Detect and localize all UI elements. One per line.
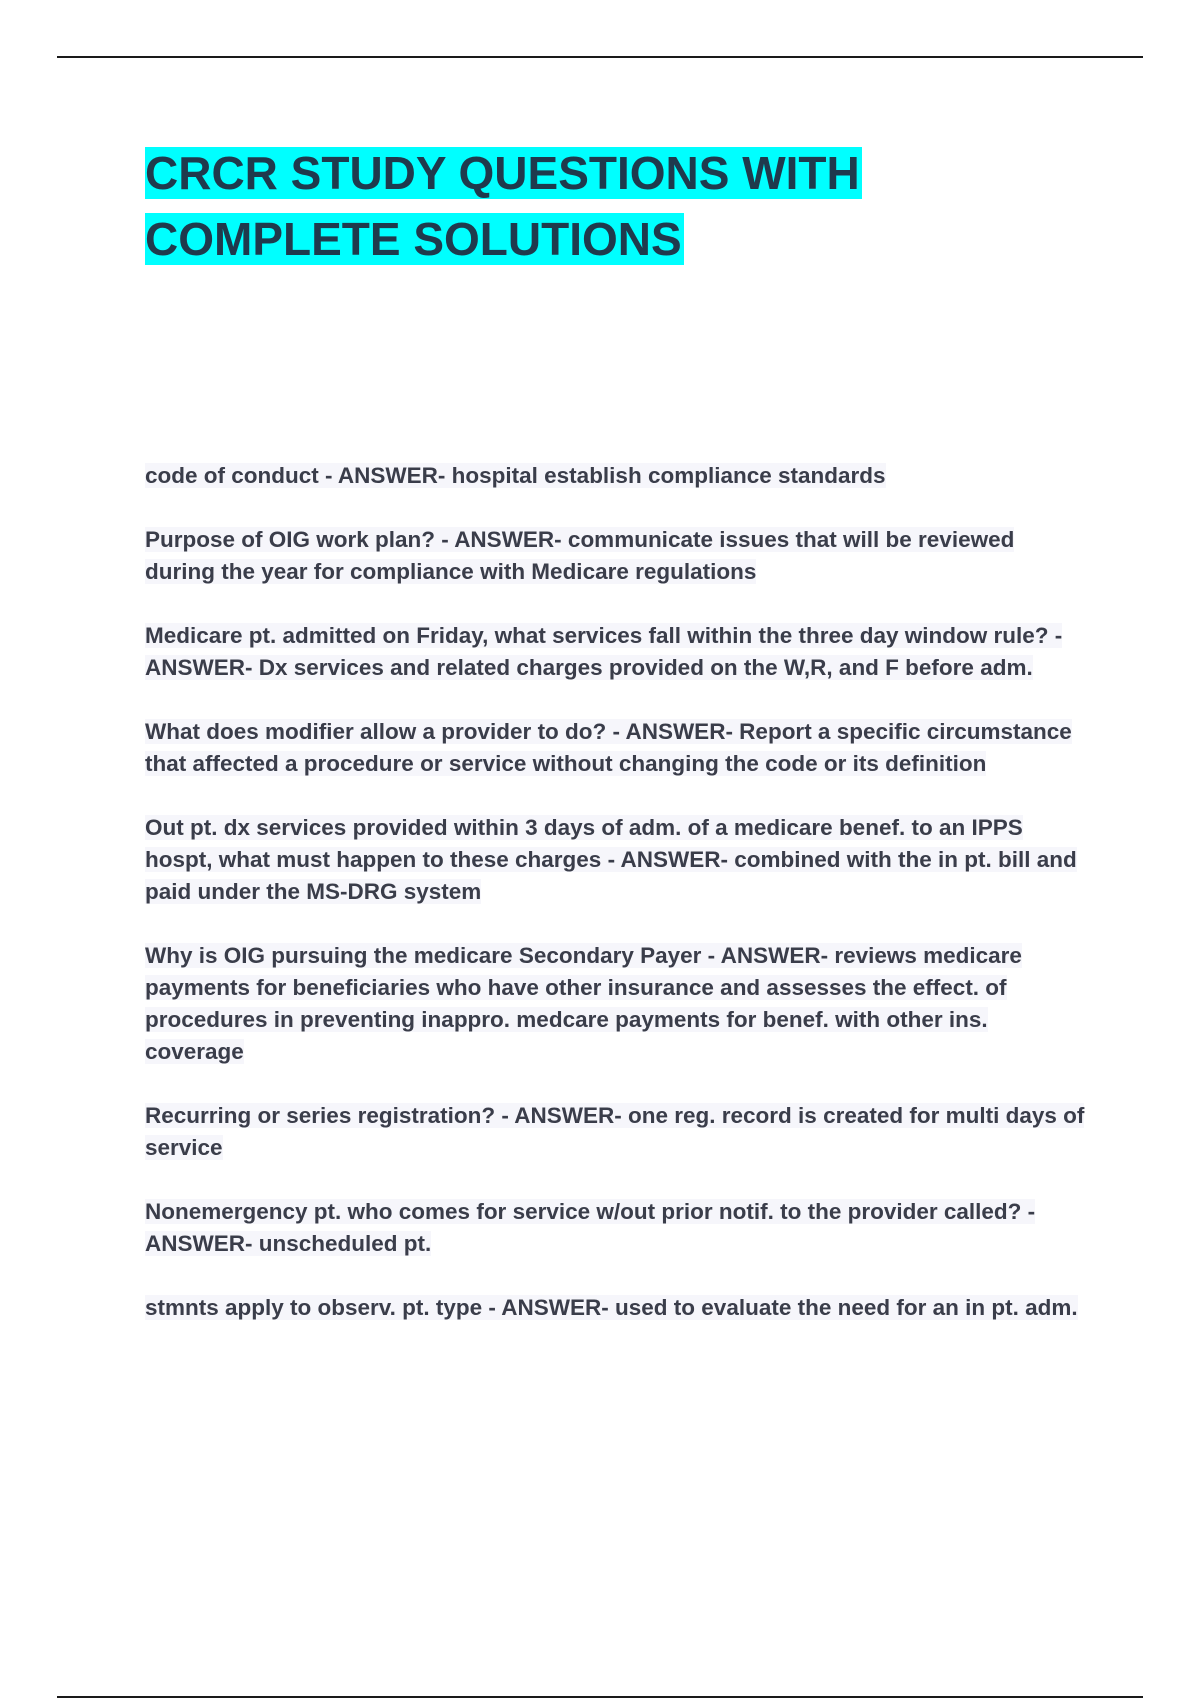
title-line-1: CRCR STUDY QUESTIONS WITH xyxy=(145,147,860,199)
qa-list xyxy=(145,460,1090,1356)
qa-item xyxy=(145,620,1090,684)
qa-text: Nonemergency pt. who comes for service w/out prior notif. to the provider called? - ANSWER- unscheduled pt. xyxy=(145,1199,1036,1256)
qa-text: code of conduct - ANSWER- hospital establish compliance standards xyxy=(145,463,886,488)
qa-text: Recurring or series registration? - ANSWER- one reg. record is created for multi days of service xyxy=(145,1103,1085,1160)
qa-item xyxy=(145,1100,1090,1164)
qa-item xyxy=(145,812,1090,908)
page-title xyxy=(145,140,1065,272)
qa-text: Why is OIG pursuing the medicare Secondary Payer - ANSWER- reviews medicare payments for beneficiaries who have other insurance and assesses the effect. of procedures in preventing inappro. medcare payments for benef. with other ins. coverage xyxy=(145,943,1022,1064)
bottom-divider xyxy=(57,1696,1143,1698)
qa-text: Purpose of OIG work plan? - ANSWER- communicate issues that will be reviewed during the year for compliance with Medicare regulations xyxy=(145,527,1015,584)
qa-text: What does modifier allow a provider to do? - ANSWER- Report a specific circumstance that affected a procedure or service without changing the code or its definition xyxy=(145,719,1072,776)
qa-item xyxy=(145,716,1090,780)
qa-item xyxy=(145,524,1090,588)
qa-item xyxy=(145,1292,1090,1324)
qa-item xyxy=(145,460,1090,492)
title-line-2: COMPLETE SOLUTIONS xyxy=(145,213,682,265)
qa-item xyxy=(145,1196,1090,1260)
qa-item xyxy=(145,940,1090,1068)
qa-text: Medicare pt. admitted on Friday, what services fall within the three day window rule? - ANSWER- Dx services and related charges provided on the W,R, and F before adm. xyxy=(145,623,1063,680)
qa-text: stmnts apply to observ. pt. type - ANSWER- used to evaluate the need for an in pt. adm. xyxy=(145,1295,1078,1320)
qa-text: Out pt. dx services provided within 3 days of adm. of a medicare benef. to an IPPS hospt, what must happen to these charges - ANSWER- combined with the in pt. bill and paid under the MS-DRG system xyxy=(145,815,1077,904)
top-divider xyxy=(57,56,1143,58)
